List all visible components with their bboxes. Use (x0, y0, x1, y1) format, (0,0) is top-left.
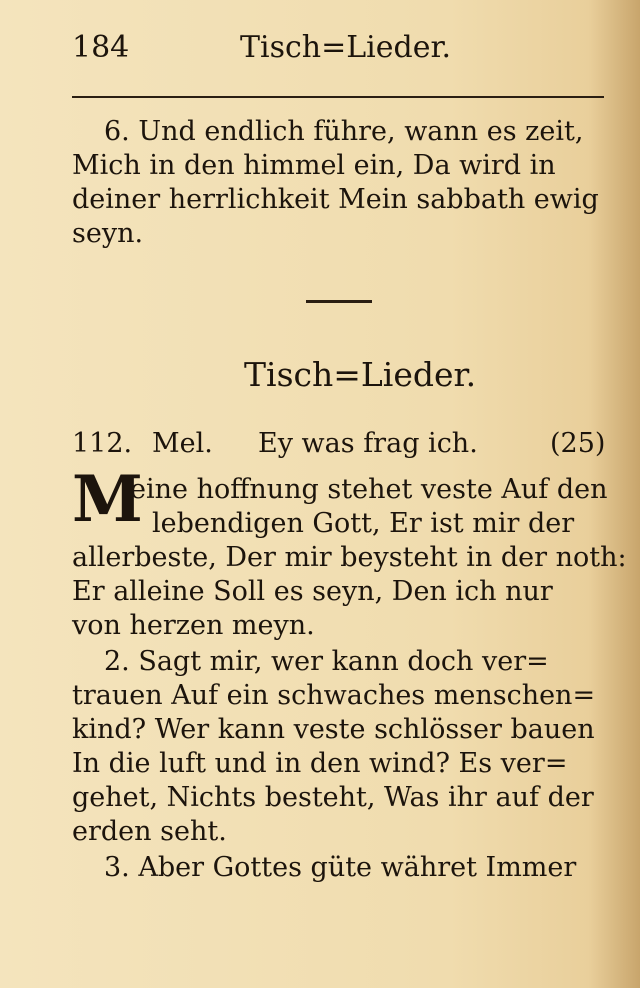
section-divider (306, 300, 372, 303)
hymn-first-line: eine hoffnung stehet veste Auf den (130, 474, 608, 505)
previous-hymn-line: Mich in den himmel ein, Da wird in (72, 150, 556, 181)
running-title: Tisch=Lieder. (240, 30, 452, 65)
hymn-line: von herzen meyn. (72, 610, 315, 641)
hymn-line: kind? Wer kann veste schlösser bauen (72, 714, 595, 745)
hymn-line: allerbeste, Der mir beysteht in der noth: (72, 542, 627, 573)
hymn-line: trauen Auf ein schwaches menschen= (72, 680, 596, 711)
hymn-line: 2. Sagt mir, wer kann doch ver= (104, 646, 549, 677)
previous-hymn-line: 6. Und endlich führe, wann es zeit, (104, 116, 584, 147)
hymn-line: lebendigen Gott, Er ist mir der (152, 508, 575, 539)
hymn-line: erden seht. (72, 816, 227, 847)
hymn-line: 3. Aber Gottes güte währet Immer (104, 852, 577, 883)
section-title: Tisch=Lieder. (244, 355, 477, 394)
melody-label: Mel. (152, 428, 213, 459)
page-number: 184 (72, 30, 130, 65)
hymn-line: Er alleine Soll es seyn, Den ich nur (72, 576, 553, 607)
hymn-number: 112. (72, 428, 133, 459)
previous-hymn-line: deiner herrlichkeit Mein sabbath ewig (72, 184, 599, 215)
hymn-line: gehet, Nichts besteht, Was ihr auf der (72, 782, 594, 813)
hymn-line: In die luft und in den wind? Es ver= (72, 748, 568, 779)
header-rule (72, 96, 604, 98)
tune-reference: (25) (550, 428, 606, 459)
previous-hymn-line: seyn. (72, 218, 144, 249)
melody-name: Ey was frag ich. (258, 428, 478, 459)
drop-cap: M (72, 462, 143, 537)
